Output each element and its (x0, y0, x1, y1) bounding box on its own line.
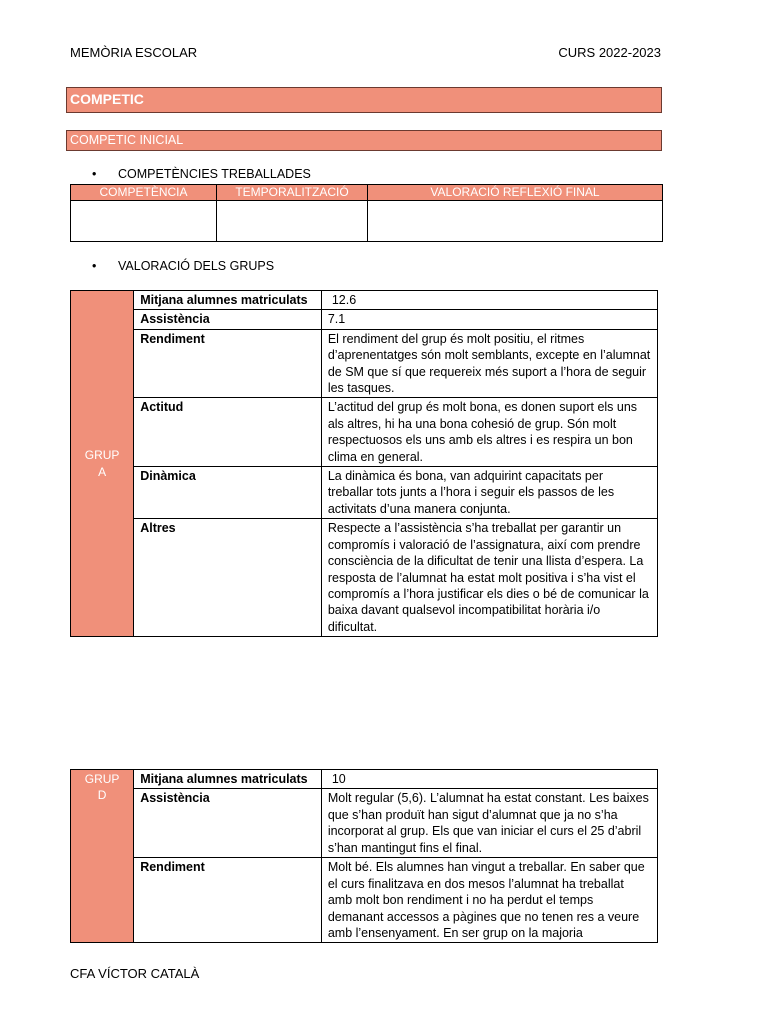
comp-cell-empty (368, 201, 663, 242)
group-d-label-line2: D (97, 788, 107, 803)
comp-header-competencia: COMPETÈNCIA (71, 185, 217, 201)
bullet-dot-icon: • (92, 167, 97, 181)
header-left: MEMÒRIA ESCOLAR (70, 45, 198, 60)
group-a-table (70, 290, 658, 637)
row-value: El rendiment del grup és molt positiu, el ritmes d’aprenentatges són molt semblants, excepte en l’alumnat de SM que sí que requereix més suport a l’hora de seguir les tasques. (321, 329, 657, 398)
footer: CFA VÍCTOR CATALÀ (70, 966, 200, 981)
bullet-dot-icon: • (92, 259, 97, 273)
header-right: CURS 2022-2023 (558, 45, 661, 60)
row-value: 7.1 (321, 310, 657, 329)
comp-cell-empty (71, 201, 217, 242)
row-label: Actitud (134, 398, 322, 467)
comp-cell-empty (217, 201, 368, 242)
competencies-table (70, 184, 663, 242)
group-d-label-line1: GRUP (84, 772, 120, 786)
group-d-label (71, 770, 134, 943)
row-label: Dinàmica (134, 467, 322, 519)
section-subtitle: COMPETIC INICIAL (66, 130, 662, 151)
row-label: Assistència (134, 310, 322, 329)
row-value: L’actitud del grup és molt bona, es donen suport els uns als altres, hi ha una bona cohesió de grup. Són molt respectuosos els uns amb els altres i es respira un bon clima en general. (321, 398, 657, 467)
comp-header-valoracio: VALORACIÓ REFLEXIÓ FINAL (368, 185, 663, 201)
group-a-label-line2: A (98, 464, 107, 479)
row-value: Molt bé. Els alumnes han vingut a treballar. En saber que el curs finalitzava en dos mesos l’alumnat ha treballat amb molt bon rendiment i no ha perdut el temps demanant accessos a pàgines que no tenen res a veure amb l’ensenyament. En ser grup on la majoria (321, 858, 657, 943)
row-value: Respecte a l’assistència s’ha treballat per garantir un compromís i valoració de l’assignatura, així com prendre consciència de la dificultat de tenir una llista d’espera. La resposta de l’alumnat ha estat molt positiva i s’ha vist el compromís a l’hora justificar els dies o bé de comunicar la baixa davant qualsevol incompatibilitat horària i/o dificultat. (321, 519, 657, 637)
group-d-table (70, 769, 658, 943)
row-label: Mitjana alumnes matriculats (134, 291, 322, 310)
bullet-valoracio (92, 259, 274, 273)
row-value: La dinàmica és bona, van adquirint capacitats per treballar tots junts a l’hora i seguir els passos de les activitats d’una manera conjunta. (321, 467, 657, 519)
group-a-label-line1: GRUP (84, 448, 120, 463)
row-label: Altres (134, 519, 322, 637)
row-value: 10 (321, 770, 657, 789)
row-label: Mitjana alumnes matriculats (134, 770, 322, 789)
section-title: COMPETIC (66, 87, 662, 113)
group-a-label (71, 291, 134, 637)
row-value: Molt regular (5,6). L’alumnat ha estat constant. Les baixes que s’han produït han sigut d’alumnat que ja no s’ha incorporat al grup. Els que van iniciar el curs el 25 d’abril s’han mantingut fins el final. (321, 789, 657, 858)
row-value: 12.6 (321, 291, 657, 310)
bullet-competencies (92, 167, 311, 181)
comp-header-temporalitzacio: TEMPORALITZACIÓ (217, 185, 368, 201)
row-label: Rendiment (134, 329, 322, 398)
bullet-competencies-text: COMPETÈNCIES TREBALLADES (118, 167, 311, 181)
row-label: Rendiment (134, 858, 322, 943)
bullet-valoracio-text: VALORACIÓ DELS GRUPS (118, 259, 275, 273)
row-label: Assistència (134, 789, 322, 858)
